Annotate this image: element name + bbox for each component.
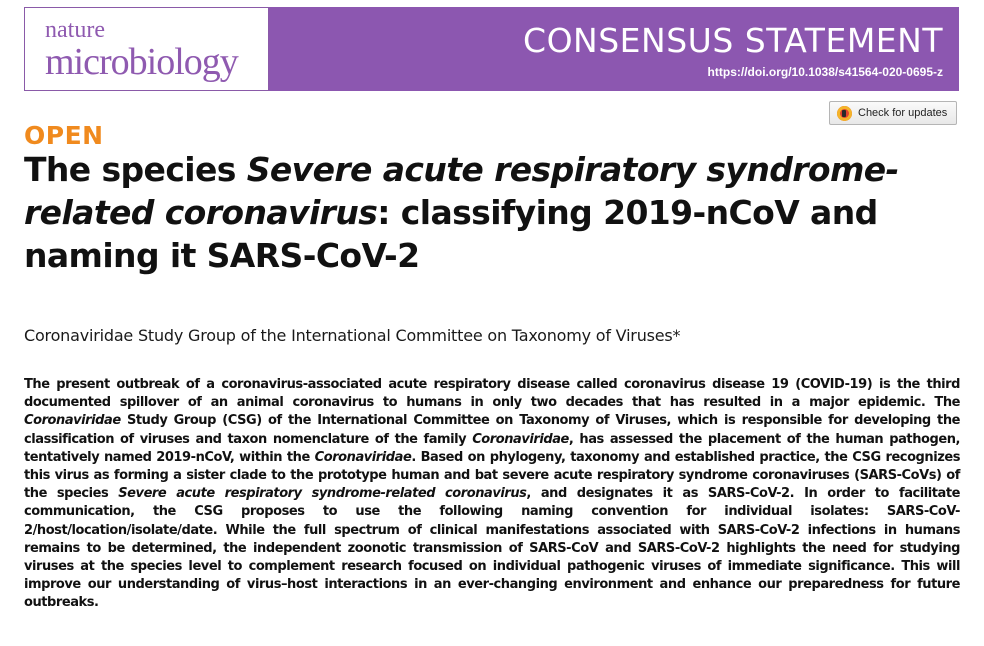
- open-access-label: OPEN: [24, 121, 104, 150]
- article-title: [24, 148, 954, 277]
- check-for-updates-icon: [837, 106, 852, 121]
- check-for-updates-button[interactable]: [829, 101, 957, 125]
- abstract-text: . Based on phylogeny, taxonomy and established practice, the CSG recognizes this virus as forming a sister clade to the prototype human and bat severe acute respiratory syndrome coronaviruses (SARS-CoVs) of the species: [24, 449, 960, 502]
- doi-link[interactable]: https://doi.org/10.1038/s41564-020-0695-z: [707, 65, 943, 79]
- article-abstract: [24, 376, 960, 613]
- article-type-label: CONSENSUS STATEMENT: [523, 21, 943, 60]
- journal-header: [0, 0, 984, 96]
- abstract-text: Study Group (CSG) of the International Committee on Taxonomy of Viruses, which is responsible for developing the classification of viruses and taxon nomenclature of the family: [24, 413, 960, 447]
- check-for-updates-label: Check for updates: [858, 107, 948, 119]
- abstract-text: , has assessed the placement of the human pathogen, tentatively named 2019-nCoV, within the: [24, 431, 960, 465]
- article-authors: Coronaviridae Study Group of the International Committee on Taxonomy of Viruses*: [24, 326, 681, 345]
- title-text-2: : classifying 2019-nCoV and naming it SARS-CoV-2: [24, 193, 878, 275]
- title-species-name: Severe acute respiratory syndrome-related coronavirus: [24, 150, 899, 232]
- abstract-italic-term: Coronaviridae: [24, 413, 121, 429]
- journal-logo[interactable]: [24, 7, 269, 91]
- logo-microbiology-text: microbiology: [45, 41, 238, 83]
- abstract-text: , and designates it as SARS-CoV-2. In order to facilitate communication, the CSG proposes to use the following naming convention for individual isolates: SARS-CoV-2/host/location/isolate/date. While the full spectrum of clinical manifestations associated with SARS-CoV-2 infections in humans remains to be determined, the independent zoonotic transmission of SARS-CoV and SARS-CoV-2 highlights the need for studying viruses at the species level to complement research focused on individual pathogenic viruses of immediate significance. This will improve our understanding of virus–host interactions in an ever-changing environment and enhance our preparedness for future outbreaks.: [24, 486, 961, 611]
- abstract-italic-term: Severe acute respiratory syndrome-related coronavirus: [118, 486, 527, 502]
- abstract-italic-term: Coronaviridae: [472, 431, 569, 447]
- article-type-banner: [269, 7, 959, 91]
- logo-nature-text: nature: [45, 17, 105, 43]
- abstract-italic-term: Coronaviridae: [314, 449, 412, 465]
- title-text-1: The species: [24, 150, 247, 189]
- abstract-text: The present outbreak of a coronavirus-associated acute respiratory disease called coronavirus disease 19 (COVID-19) is the third documented spillover of an animal coronavirus to humans in only two decades that has resulted in a major epidemic. The: [24, 377, 960, 411]
